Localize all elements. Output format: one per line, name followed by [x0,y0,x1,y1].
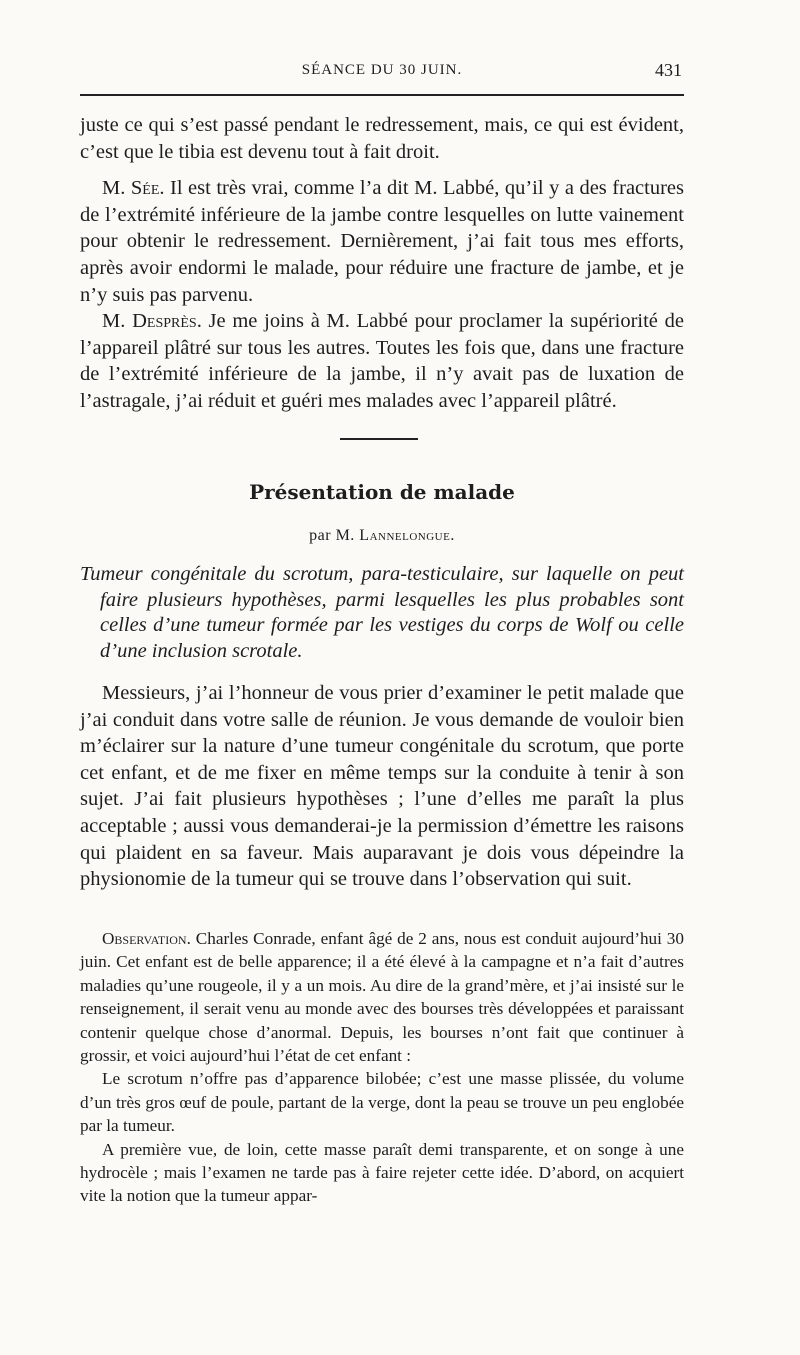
header-rule [80,94,684,96]
byline-prefix: par M. [309,527,360,544]
case-summary: Tumeur congénitale du scrotum, para-testiculaire, sur laquelle on peut faire plusieurs hypothèses, parmi lesquelles les plus probables sont celles d’une tumeur formée par les vestiges du corps de Wolf ou celle d’une inclusion scrotale. [80,563,684,662]
running-title: SÉANCE DU 30 JUIN. [301,62,463,78]
paragraph-messieurs: Messieurs, j’ai l’honneur de vous prier d’examiner le petit malade que j’ai conduit dans votre salle de réunion. Je vous demande de vouloir bien m’éclairer sur la nature d’une tumeur congénitale du scrotum, que porte cet enfant, et de me fixer en même temps sur la conduite à tenir à son sujet. J’ai fait plusieurs hypothèses ; l’une d’elles me paraît la plus acceptable ; aussi vous demanderai-je la permission d’émettre les raisons qui plaident en sa faveur. Mais auparavant je dois vous dépeindre la physionomie de la tumeur qui se trouve dans l’observation qui suit. [80,682,684,891]
byline [80,527,684,545]
summary-block [80,562,684,664]
observation-paragraph-1 [80,927,684,1067]
observation-block [80,927,684,1208]
speaker-despres: M. Desprès. [102,310,202,333]
observation-paragraph-2: Le scrotum n’offre pas d’apparence bilobée; c’est une masse plissée, du volume d’un très gros œuf de poule, partant de la verge, dont la peau se trouve un peu englobée par la tumeur. [80,1069,684,1136]
observation-paragraph-3: A première vue, de loin, cette masse paraît demi transparente, et on songe à une hydrocèle ; mais l’examen ne tarde pas à faire rejeter cette idée. D’abord, on acquiert vite la notion que la tumeur appar- [80,1139,684,1206]
page-number: 431 [655,60,682,80]
paragraph-continuation: juste ce qui s’est passé pendant le redressement, mais, ce qui est évident, c’est que le tibia est devenu tout à fait droit. [80,114,684,163]
top-text [80,112,684,415]
observation-label: Observation. [102,929,191,948]
section-title: Présentation de malade [249,480,515,504]
observation-text-1: Charles Conrade, enfant âgé de 2 ans, nous est conduit aujourd’hui 30 juin. Cet enfant est de belle apparence; il a été élevé à la campagne et n’a fait d’autres maladies qu’une rougeole, il y a un mois. Au dire de la grand’mère, et j’ai insisté sur le renseignement, il serait venu au monde avec des bourses très développées et paraissant contenir quelque chose d’anormal. Depuis, les bourses n’ont fait que continuer à grossir, et voici aujourd’hui l’état de cet enfant : [80,929,684,1066]
paragraph-despres [80,308,684,414]
byline-author: Lannelongue. [359,527,455,544]
section-separator [340,438,418,440]
main-text [80,680,684,893]
speaker-see: M. Sée. [102,177,165,200]
speech-see: Il est très vrai, comme l’a dit M. Labbé, qu’il y a des fractures de l’extrémité inférieure de la jambe contre lesquelles on lutte vainement pour obtenir le redressement. Dernièrement, j’ai fait tous mes efforts, après avoir endormi le malade, pour réduire une fracture de jambe, et je n’y suis pas parvenu. [80,177,684,306]
running-head [80,60,684,88]
speech-despres: Je me joins à M. Labbé pour proclamer la supériorité de l’appareil plâtré sur tous les autres. Toutes les fois que, dans une fracture de l’extrémité inférieure de la jambe, il n’y avait pas de luxation de l’astragale, j’ai réduit et guéri mes malades avec l’appareil plâtré. [80,310,684,412]
paragraph-see [80,175,684,308]
